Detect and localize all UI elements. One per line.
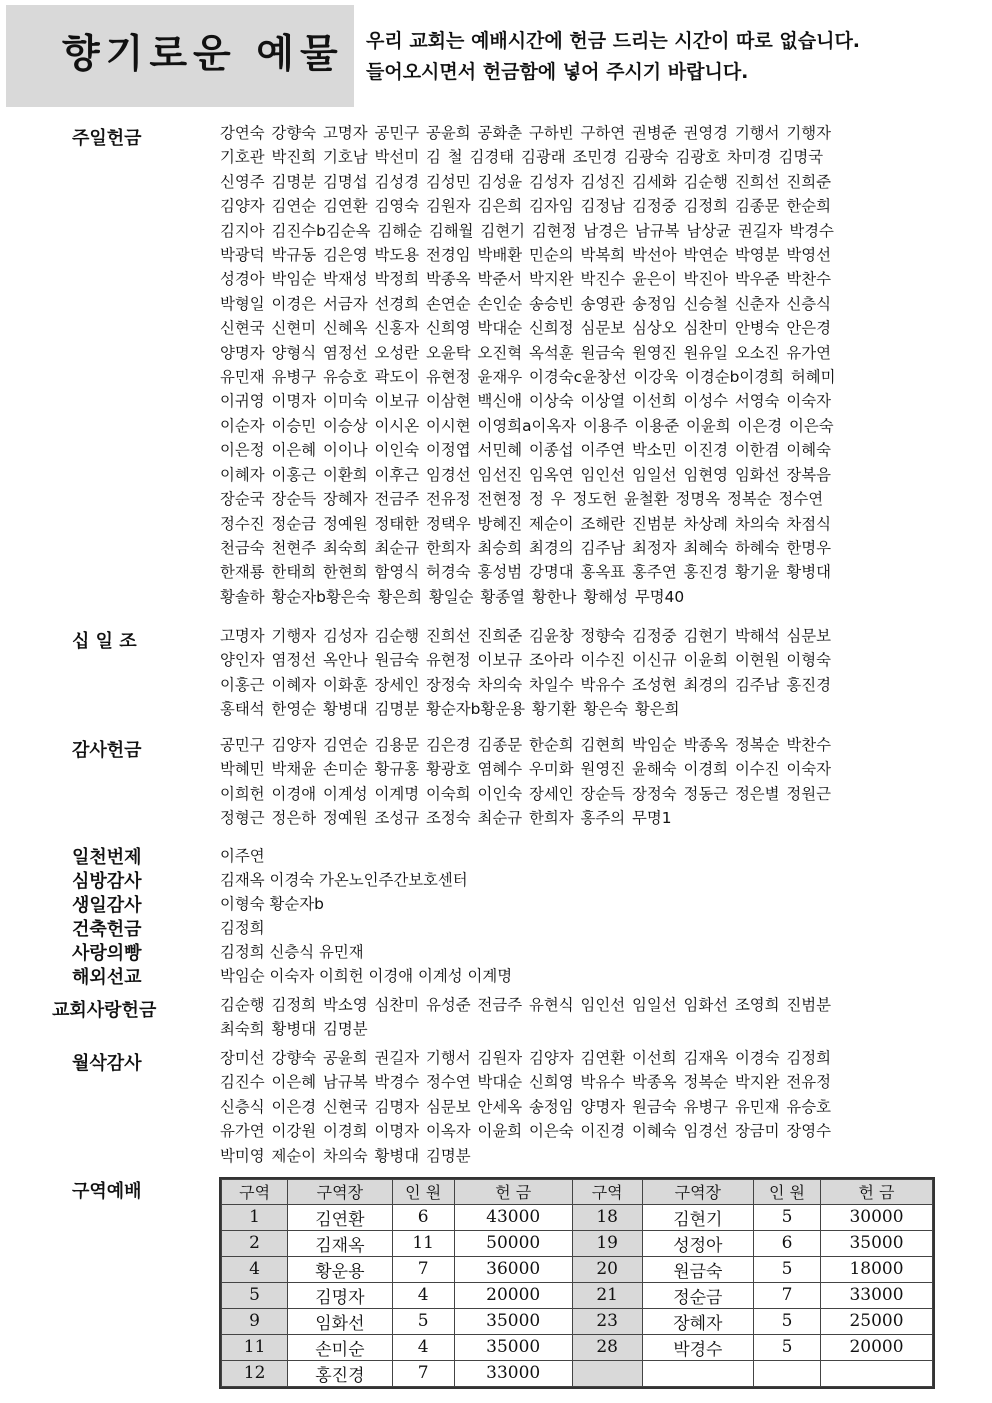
table-cell: 18000 xyxy=(821,1256,933,1282)
name-line: 이혜자 이홍근 이환희 이후근 임경선 임선진 임옥연 임인선 임일선 임현영 임화선 장복음 xyxy=(220,465,832,484)
table-cell xyxy=(642,1360,753,1386)
table-cell: 11 xyxy=(392,1230,454,1256)
table-cell: 6 xyxy=(753,1230,820,1256)
name-line: 신영주 김명분 김명섭 김성경 김성민 김성윤 김성자 김성진 김세화 김순행 진희선 진희준 xyxy=(220,172,832,191)
table-row xyxy=(222,1334,933,1360)
small-section-label: 사랑의빵 xyxy=(72,943,142,964)
name-line: 이순자 이승민 이승상 이시온 이시현 이영희a이옥자 이용주 이용준 이윤희 이은경 이은숙 xyxy=(220,416,834,435)
table-cell: 성정아 xyxy=(642,1230,753,1256)
table-cell: 9 xyxy=(222,1308,288,1334)
table-cell: 정순금 xyxy=(642,1282,753,1308)
table-cell: 2 xyxy=(222,1230,288,1256)
name-line: 황솔하 황순자b황은숙 황은희 황일순 황종열 황한나 황해성 무명40 xyxy=(220,587,685,606)
notice-line-1: 우리 교회는 예배시간에 헌금 드리는 시간이 따로 없습니다. xyxy=(366,30,861,52)
name-line: 김순행 김정희 박소영 심찬미 유성준 전금주 유현식 임인선 임일선 임화선 조영희 진범분 xyxy=(220,996,832,1014)
table-cell: 33000 xyxy=(821,1282,933,1308)
table-cell: 5 xyxy=(753,1308,820,1334)
zone-column-header: 헌 금 xyxy=(821,1180,933,1205)
section-names-sipilo xyxy=(220,624,940,722)
table-cell: 김명자 xyxy=(288,1282,392,1308)
small-section-names: 김정희 신층식 유민재 xyxy=(220,943,364,961)
small-section-names: 김정희 xyxy=(220,919,265,937)
small-section-label: 생일감사 xyxy=(72,895,142,916)
name-line: 이은정 이은혜 이이나 이인숙 이정엽 서민혜 이종섭 이주연 박소민 이진경 이한겸 이혜숙 xyxy=(220,441,832,460)
zone-column-header: 인 원 xyxy=(753,1180,820,1205)
zone-table-header xyxy=(222,1180,933,1205)
zone-column-header: 인 원 xyxy=(392,1180,454,1205)
section-names-gamsa xyxy=(220,733,940,831)
table-cell: 20000 xyxy=(454,1282,572,1308)
name-line: 유가연 이강원 이경희 이명자 이옥자 이윤희 이은숙 이진경 이혜숙 임경선 장금미 장영수 xyxy=(220,1122,832,1141)
table-row xyxy=(222,1308,933,1334)
table-cell: 19 xyxy=(572,1230,642,1256)
name-line: 신층식 이은경 신현국 김명자 심문보 안세옥 송정임 양명자 원금숙 유병구 유민재 유승호 xyxy=(220,1097,832,1116)
name-line: 정형근 정은하 정예원 조성규 조정숙 최순규 한희자 홍주의 무명1 xyxy=(220,809,672,828)
zone-column-header: 헌 금 xyxy=(454,1180,572,1205)
table-row xyxy=(222,1204,933,1230)
name-line: 박형일 이경은 서금자 선경희 손연순 손인순 송승빈 송영관 송정임 신승철 신춘자 신층식 xyxy=(220,294,832,313)
table-cell: 25000 xyxy=(821,1308,933,1334)
name-line: 양명자 양형식 염정선 오성란 오윤탁 오진혁 옥석훈 원금숙 원영진 원유일 오소진 유가연 xyxy=(220,343,832,362)
table-cell: 5 xyxy=(392,1308,454,1334)
name-line: 한재룡 한태희 한현희 함영식 허경숙 홍성범 강명대 홍옥표 홍주연 홍진경 황기윤 황병대 xyxy=(220,563,832,582)
table-cell xyxy=(821,1360,933,1386)
table-row xyxy=(222,1282,933,1308)
table-cell: 김연환 xyxy=(288,1204,392,1230)
name-line: 박혜민 박채윤 손미순 황규홍 황광호 염혜수 우미화 원영진 윤해숙 이경희 이수진 이숙자 xyxy=(220,760,832,779)
offering-notice xyxy=(366,26,860,88)
section-label-church-love: 교회사랑헌금 xyxy=(52,1000,157,1021)
table-cell: 6 xyxy=(392,1204,454,1230)
small-section-label: 일천번제 xyxy=(72,847,142,868)
name-line: 유민재 유병구 유승호 곽도이 유현정 윤재우 이경숙c윤창선 이강욱 이경순b이경희 허혜미 xyxy=(220,368,836,387)
section-names-church-love xyxy=(220,993,940,1042)
table-cell: 11 xyxy=(222,1334,288,1360)
section-label-jueil: 주일헌금 xyxy=(72,128,142,149)
table-cell: 35000 xyxy=(821,1230,933,1256)
name-line: 장순국 장순득 장혜자 전금주 전유정 전현정 정 우 정도헌 윤철환 정명옥 정복순 정수연 xyxy=(220,490,824,509)
zone-worship-table xyxy=(221,1179,933,1387)
name-line: 이희헌 이경애 이계성 이계명 이숙희 이인숙 장세인 장순득 장정숙 정동근 정은별 정원근 xyxy=(220,784,832,803)
name-line: 기호관 박진희 기호남 박선미 김 철 김경태 김광래 조민경 김광숙 김광호 차미경 김명국 xyxy=(220,148,824,167)
table-cell xyxy=(753,1360,820,1386)
table-cell: 23 xyxy=(572,1308,642,1334)
table-cell: 장혜자 xyxy=(642,1308,753,1334)
name-line: 공민구 김양자 김연순 김용문 김은경 김종문 한순희 김현희 박임순 박종옥 정복순 박찬수 xyxy=(220,736,832,754)
table-cell: 5 xyxy=(753,1334,820,1360)
table-row xyxy=(222,1256,933,1282)
small-section-label: 건축헌금 xyxy=(72,919,142,940)
small-section-label: 해외선교 xyxy=(72,967,142,988)
small-section-names: 박임순 이숙자 이희헌 이경애 이계성 이계명 xyxy=(220,967,513,985)
section-label-gamsa: 감사헌금 xyxy=(72,740,142,761)
name-line: 김지아 김진수b김순옥 김해순 김해월 김현기 김현정 남경은 남규복 남상균 권길자 박경수 xyxy=(220,221,834,240)
name-line: 홍태석 한영순 황병대 김명분 황순자b황운용 황기환 황은숙 황은희 xyxy=(220,700,680,719)
table-cell: 임화선 xyxy=(288,1308,392,1334)
table-cell: 35000 xyxy=(454,1308,572,1334)
table-cell: 30000 xyxy=(821,1204,933,1230)
section-label-sipilo: 십 일 조 xyxy=(72,631,137,652)
table-cell: 21 xyxy=(572,1282,642,1308)
name-line: 박미영 제순이 차의숙 황병대 김명분 xyxy=(220,1146,471,1165)
table-cell: 18 xyxy=(572,1204,642,1230)
table-cell: 홍진경 xyxy=(288,1360,392,1386)
notice-line-2: 들어오시면서 헌금함에 넣어 주시기 바랍니다. xyxy=(366,61,749,83)
name-line: 이홍근 이혜자 이화훈 장세인 장정숙 차의숙 차일수 박유수 조성현 최경의 김주남 홍진경 xyxy=(220,675,832,694)
table-cell: 4 xyxy=(392,1334,454,1360)
table-cell: 손미순 xyxy=(288,1334,392,1360)
name-line: 장미선 강향숙 공윤희 권길자 기행서 김원자 김양자 김연환 이선희 김재옥 이경숙 김정희 xyxy=(220,1049,832,1067)
table-cell: 43000 xyxy=(454,1204,572,1230)
table-cell: 원금숙 xyxy=(642,1256,753,1282)
table-cell: 1 xyxy=(222,1204,288,1230)
table-cell: 5 xyxy=(753,1256,820,1282)
name-line: 강연숙 강향숙 고명자 공민구 공윤희 공화춘 구하빈 구하연 권병준 권영경 기행서 기행자 xyxy=(220,124,832,142)
small-section-names: 이주연 xyxy=(220,847,265,865)
table-cell: 7 xyxy=(392,1256,454,1282)
table-cell: 36000 xyxy=(454,1256,572,1282)
table-cell: 7 xyxy=(753,1282,820,1308)
table-cell: 5 xyxy=(222,1282,288,1308)
table-cell: 28 xyxy=(572,1334,642,1360)
section-names-jueil xyxy=(220,121,940,609)
name-line: 김양자 김연순 김연환 김영숙 김원자 김은희 김자임 김정남 김정중 김정희 김종문 한순희 xyxy=(220,197,832,216)
table-cell: 33000 xyxy=(454,1360,572,1386)
section-label-zone: 구역예배 xyxy=(72,1181,142,1202)
header-title-box xyxy=(6,5,354,107)
table-cell: 5 xyxy=(753,1204,820,1230)
table-row xyxy=(222,1360,933,1386)
table-cell: 20000 xyxy=(821,1334,933,1360)
name-line: 최숙희 황병대 김명분 xyxy=(220,1020,368,1039)
page-title: 향기로운 예물 xyxy=(62,32,344,77)
section-label-wolsak: 월삭감사 xyxy=(72,1053,142,1074)
table-cell: 50000 xyxy=(454,1230,572,1256)
name-line: 성경아 박임순 박재성 박정희 박종옥 박준서 박지완 박진수 윤은이 박진아 박우준 박찬수 xyxy=(220,270,832,289)
zone-column-header: 구역장 xyxy=(288,1180,392,1205)
zone-column-header: 구역 xyxy=(572,1180,642,1205)
table-cell: 20 xyxy=(572,1256,642,1282)
table-cell: 4 xyxy=(392,1282,454,1308)
name-line: 정수진 정순금 정예원 정태한 정택우 방혜진 제순이 조해란 진범분 차상례 차의숙 차점식 xyxy=(220,514,832,533)
name-line: 고명자 기행자 김성자 김순행 진희선 진희준 김윤창 정향숙 김정중 김현기 박해석 심문보 xyxy=(220,627,832,645)
small-section-names: 이형숙 황순자b xyxy=(220,895,324,913)
small-section-label: 심방감사 xyxy=(72,871,142,892)
table-cell: 7 xyxy=(392,1360,454,1386)
table-cell: 4 xyxy=(222,1256,288,1282)
zone-column-header: 구역장 xyxy=(642,1180,753,1205)
table-cell: 35000 xyxy=(454,1334,572,1360)
table-cell: 박경수 xyxy=(642,1334,753,1360)
small-section-names: 김재옥 이경숙 가온노인주간보호센터 xyxy=(220,871,468,889)
table-cell: 김현기 xyxy=(642,1204,753,1230)
zone-column-header: 구역 xyxy=(222,1180,288,1205)
table-cell xyxy=(572,1360,642,1386)
name-line: 신현국 신현미 신혜옥 신홍자 신희영 박대순 신희정 심문보 심상오 심찬미 안병숙 안은경 xyxy=(220,319,832,338)
table-cell: 김재옥 xyxy=(288,1230,392,1256)
name-line: 이귀영 이명자 이미숙 이보규 이삼현 백신애 이상숙 이상열 이선희 이성수 서영숙 이숙자 xyxy=(220,392,832,411)
section-names-wolsak xyxy=(220,1046,940,1168)
name-line: 박광덕 박규동 김은영 박도용 전경임 박배환 민순의 박복희 박선아 박연순 박영분 박영선 xyxy=(220,246,832,265)
table-row xyxy=(222,1230,933,1256)
name-line: 양인자 염정선 옥안나 원금숙 유현정 이보규 조아라 이수진 이신규 이윤희 이현원 이형숙 xyxy=(220,651,832,670)
table-cell: 12 xyxy=(222,1360,288,1386)
table-cell: 황운용 xyxy=(288,1256,392,1282)
name-line: 천금숙 천현주 최숙희 최순규 한희자 최승희 최경의 김주남 최정자 최혜숙 하혜숙 한명우 xyxy=(220,538,832,557)
name-line: 김진수 이은혜 남규복 박경수 정수연 박대순 신희영 박유수 박종옥 정복순 박지완 전유정 xyxy=(220,1073,832,1092)
